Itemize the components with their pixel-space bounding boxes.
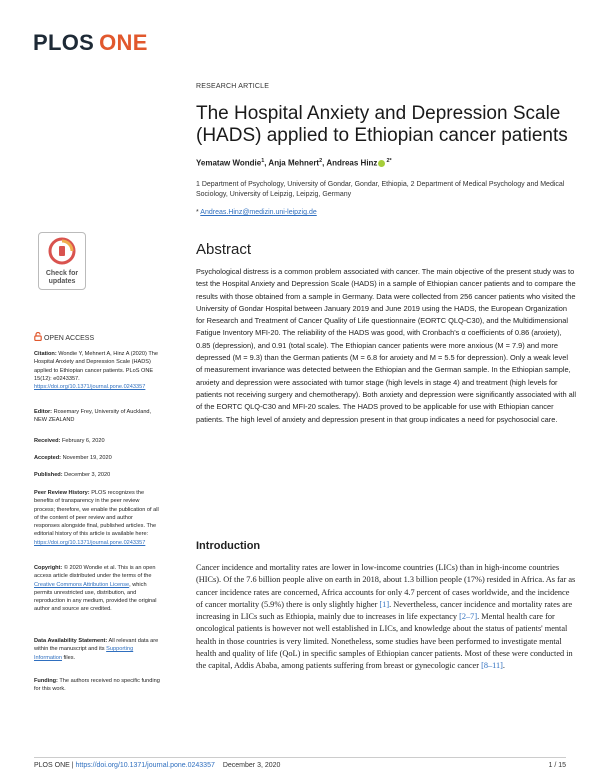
author-list: Yemataw Wondie$^1$, Anja Mehnert$^2$, Andreas Hinz $^{2*}$ (196, 158, 392, 168)
abstract-heading: Abstract (196, 241, 252, 258)
intro-text-part2: . Nevertheless, cancer incidence and mortality rates are increasing in LICs such as Ethiopia, mainly due to increases in life expectancy (196, 599, 573, 622)
check-updates-line2: updates (48, 278, 76, 285)
editor-text: Rosemary Frey, University of Auckland, NEW ZEALAND (34, 409, 152, 424)
reference-link[interactable]: [8–11] (481, 661, 503, 671)
license-link[interactable]: Creative Commons Attribution License (34, 581, 130, 588)
check-updates-label (39, 270, 85, 286)
footer-separator: | (71, 762, 74, 769)
citation-doi-link[interactable]: https://doi.org/10.1371/journal.pone.0243357 (34, 384, 146, 391)
check-for-updates-badge[interactable] (38, 232, 86, 290)
data-availability-text-rest: files. (63, 654, 76, 661)
author-affil-sup: 2 (319, 158, 323, 164)
intro-text-part3: . Mental health care for oncological patients is however not well established in LICs, and knowledge about the status of patients' mental health in those countries is very limited. Nonetheless, some studies have been performed to investigate mental health and quality of life (QoL) in specific samples of Ethiopian cancer patients. Most of these were conducted in the capital, Addis Ababa, among patients suffering from breast or gynecologic cancer (196, 612, 573, 671)
supporting-info-link[interactable]: Supporting Information (34, 646, 134, 661)
footer-doi-link[interactable]: https://doi.org/10.1371/journal.pone.0243357 (75, 762, 215, 769)
copyright-label: Copyright: (34, 565, 63, 571)
open-access-lock-icon (34, 332, 42, 341)
funding-label: Funding: (34, 678, 58, 684)
open-access-text: OPEN ACCESS (43, 335, 95, 342)
author-name[interactable]: Andreas Hinz (326, 158, 378, 168)
data-availability-label: Data Availability Statement: (34, 638, 108, 644)
intro-text-part1: Cancer incidence and mortality rates are lower in low-income countries (LICs) than in high-income countries (HICs). Of the 7.6 billion people alive on earth in 2018, about 1.3 billion people (17%) resided in Africa. As far as cancer incidence rates are concerned, Africa accounts for only 4.7 percent of cases worldwide, and the incidence of cancer mortality (5.9%) there is only slightly higher (196, 563, 576, 609)
author-affil-sup: 2* (386, 158, 392, 164)
affiliations: 1 Department of Psychology, University of Gondar, Gondar, Ethiopia, 2 Department of Medical Psychology and Medical Sociology, University of Leipzig, Leipzig, Germany (196, 181, 565, 198)
accepted-label: Accepted: (34, 455, 62, 461)
peer-review-label: Peer Review History: (34, 490, 90, 496)
published-date: December 3, 2020 (64, 472, 111, 478)
page-footer (34, 762, 566, 769)
article-type: RESEARCH ARTICLE (196, 83, 270, 90)
editor-label: Editor: (34, 409, 53, 415)
plos-one-logo[interactable] (33, 30, 148, 56)
published-label: Published: (34, 472, 63, 478)
intro-text-part4: . (502, 661, 505, 671)
article-title: The Hospital Anxiety and Depression Scale (HADS) applied to Ethiopian cancer patients (196, 103, 568, 146)
received-date: February 6, 2020 (62, 438, 105, 444)
peer-review-block (34, 489, 160, 547)
copyright-block (34, 564, 160, 614)
reference-link[interactable]: [2–7] (459, 612, 478, 622)
footer-divider (34, 757, 566, 758)
author-affil-sup: 1 (261, 158, 265, 164)
footer-date: December 3, 2020 (222, 762, 281, 769)
citation-text: Wondie Y, Mehnert A, Hinz A (2020) The Hospital Anxiety and Depression Scale (HADS) applied to Ethiopian cancer patients. PLoS ONE 15(12): e0243357. (34, 351, 158, 382)
open-access-label (34, 332, 94, 342)
editor-block (34, 408, 160, 425)
citation-label: Citation: (34, 351, 57, 357)
logo-one: ONE (99, 30, 148, 55)
copyright-text: © 2020 Wondie et al. This is an open access article distributed under the terms of the (34, 565, 156, 580)
email-link[interactable]: Andreas.Hinz@medizin.uni-leipzig.de (200, 209, 317, 216)
introduction-heading: Introduction (196, 540, 261, 552)
corresponding-email (196, 209, 317, 216)
abstract-text: Psychological distress is a common problem associated with cancer. The main objective of the present study was to test the Hospital Anxiety and Depression Scale (HADS) in a sample of Ethiopian cancer patients and to compare the results with those obtained from a sample in Germany. Data were collected from 256 cancer patients who visited the University of Gondar Hospital between January 2019 and June 2019 using the HADS, the European Organization for Research and Treatment of Cancer Quality of Life questionnaire (EORTC QLQ-C30), and the Multidimensional Fatigue Inventory MFI-20. The reliability of the HADS was good, with Cronbach's α coefficients of 0.86 (anxiety), 0.85 (depression), and 0.91 (total scale). The Ethiopian cancer patients were more anxious (M = 7.9) and more depressed (M = 9.3) than the German patients (M = 6.8 for anxiety and M = 5.5 for depression). Only a weak level of measurement invariance was detected between the Ethiopian and the German sample. In the Ethiopian sample, anxiety and depression were associated with tumor stage (high levels in stage 4) and treatment (high levels for patients not receiving surgery and chemotherapy). Both anxiety and depression were significantly associated with all of the EORTC QLQ-C30 and MFI-20 scales. The HADS proved to be applicable for use with Ethiopian cancer patients. The high level of anxiety and depression present in that group indicates a need for psychosocial care. (196, 267, 577, 424)
check-updates-line1: Check for (45, 270, 79, 277)
author-name[interactable]: Anja Mehnert (268, 158, 320, 168)
author-name[interactable]: Yemataw Wondie (196, 158, 262, 168)
introduction-text (196, 562, 576, 673)
received-label: Received: (34, 438, 61, 444)
peer-review-text: PLOS recognizes the benefits of transparency in the peer review process; therefore, we enable the publication of all of the content of peer review and author responses alongside final, published articles. The editorial history of this article is available here: (34, 490, 159, 538)
logo-plos: PLOS (33, 30, 95, 55)
data-availability-text: All relevant data are within the manuscript and its (34, 638, 159, 653)
copyright-text-rest: , which permits unrestricted use, distribution, and reproduction in any medium, provided the original author and source are credited. (34, 581, 157, 613)
funding-block (34, 677, 160, 694)
data-availability-block (34, 637, 160, 662)
accepted-date: November 19, 2020 (62, 455, 112, 461)
page-number: 1 / 15 (548, 762, 566, 769)
orcid-icon[interactable] (378, 160, 385, 167)
reference-link[interactable]: [1] (379, 599, 390, 609)
funding-text: The authors received no specific funding for this work. (34, 678, 160, 693)
footer-journal: PLOS ONE (34, 762, 70, 769)
peer-review-link[interactable]: https://doi.org/10.1371/journal.pone.0243357 (34, 539, 146, 546)
citation-block (34, 350, 160, 391)
published-block (34, 471, 160, 479)
email-marker: * (196, 209, 199, 216)
received-block (34, 437, 160, 445)
check-updates-icon (48, 237, 76, 265)
accepted-block (34, 454, 160, 462)
